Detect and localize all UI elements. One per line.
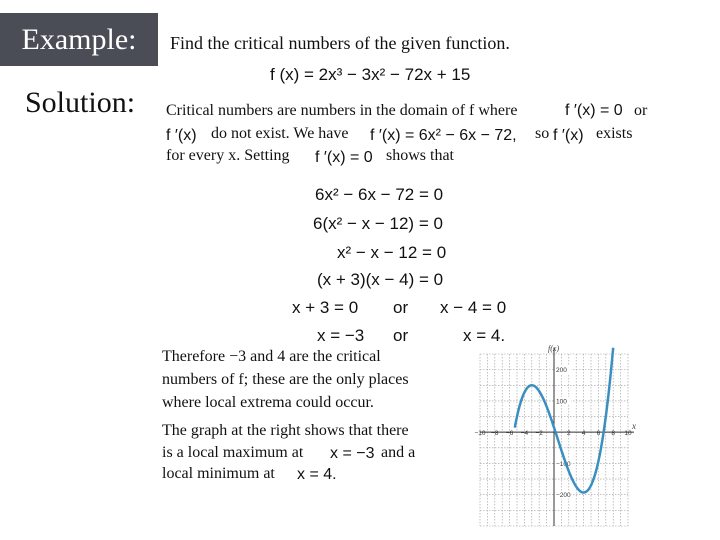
deriv-expr-2: f ′(x): [553, 127, 584, 144]
y-tick-label: 100: [556, 398, 567, 406]
solution-line2a: do not exist. We have: [211, 125, 349, 142]
conclusion-line1: Therefore −3 and 4 are the critical: [162, 348, 381, 365]
graph-text-line2b: and a: [381, 444, 416, 461]
step-4: (x + 3)(x − 4) = 0: [317, 270, 444, 289]
deriv-zero-expr-2: f ′(x) = 0: [315, 149, 373, 166]
graph-text-line1: The graph at the right shows that there: [162, 422, 409, 439]
conclusion-line3: where local extrema could occur.: [162, 394, 374, 411]
function-graph: [470, 344, 640, 530]
x-tick-label: −10: [474, 430, 486, 438]
example-label: Example:: [0, 13, 158, 66]
x-tick-label: −8: [491, 430, 499, 438]
deriv-zero-expr: f ′(x) = 0: [565, 102, 623, 119]
x-tick-label: 10: [624, 430, 632, 438]
function-expression: f (x) = 2x³ − 3x² − 72x + 15: [270, 65, 471, 84]
deriv-expr-1: f ′(x): [166, 127, 197, 144]
or-2: or: [393, 326, 409, 345]
deriv-formula: f ′(x) = 6x² − 6x − 72,: [370, 127, 517, 144]
step-5b: x − 4 = 0: [440, 298, 507, 317]
x-axis-label: x: [632, 421, 636, 432]
step-1: 6x² − 6x − 72 = 0: [315, 185, 444, 204]
solution-label: Solution:: [25, 86, 136, 119]
step-6a: x = −3: [317, 326, 365, 345]
solution-line3a: for every x. Setting: [166, 147, 290, 164]
x-tick-label: −2: [535, 430, 543, 438]
x-tick-label: 4: [581, 430, 586, 438]
conclusion-line2: numbers of f; these are the only places: [162, 371, 409, 388]
y-tick-label: −200: [556, 492, 571, 500]
so-text: so: [535, 125, 550, 142]
min-x-expr: x = 4.: [297, 466, 337, 483]
or-1: or: [393, 298, 409, 317]
x-tick-label: 8: [611, 430, 616, 438]
exists-text: exists: [596, 125, 633, 142]
x-tick-label: −6: [505, 430, 514, 438]
prompt-text: Find the critical numbers of the given function.: [170, 33, 510, 53]
x-tick-label: 2: [566, 430, 571, 438]
solution-line3b: shows that: [386, 147, 454, 164]
max-x-expr: x = −3: [330, 445, 375, 462]
step-5a: x + 3 = 0: [292, 298, 359, 317]
x-tick-label: −4: [520, 430, 529, 438]
graph-text-line3a: local minimum at: [162, 465, 275, 482]
y-tick-label: 200: [556, 367, 567, 375]
y-axis-label: f(x): [548, 344, 560, 353]
graph-text-line2a: is a local maximum at: [162, 444, 304, 461]
x-tick-label: 6: [596, 430, 601, 438]
y-tick-label: −100: [556, 460, 571, 468]
step-3: x² − x − 12 = 0: [337, 243, 447, 262]
or-text: or: [634, 102, 648, 119]
step-6b: x = 4.: [463, 326, 506, 345]
solution-line1: Critical numbers are numbers in the domain of f where: [166, 102, 518, 119]
step-2: 6(x² − x − 12) = 0: [313, 214, 443, 233]
